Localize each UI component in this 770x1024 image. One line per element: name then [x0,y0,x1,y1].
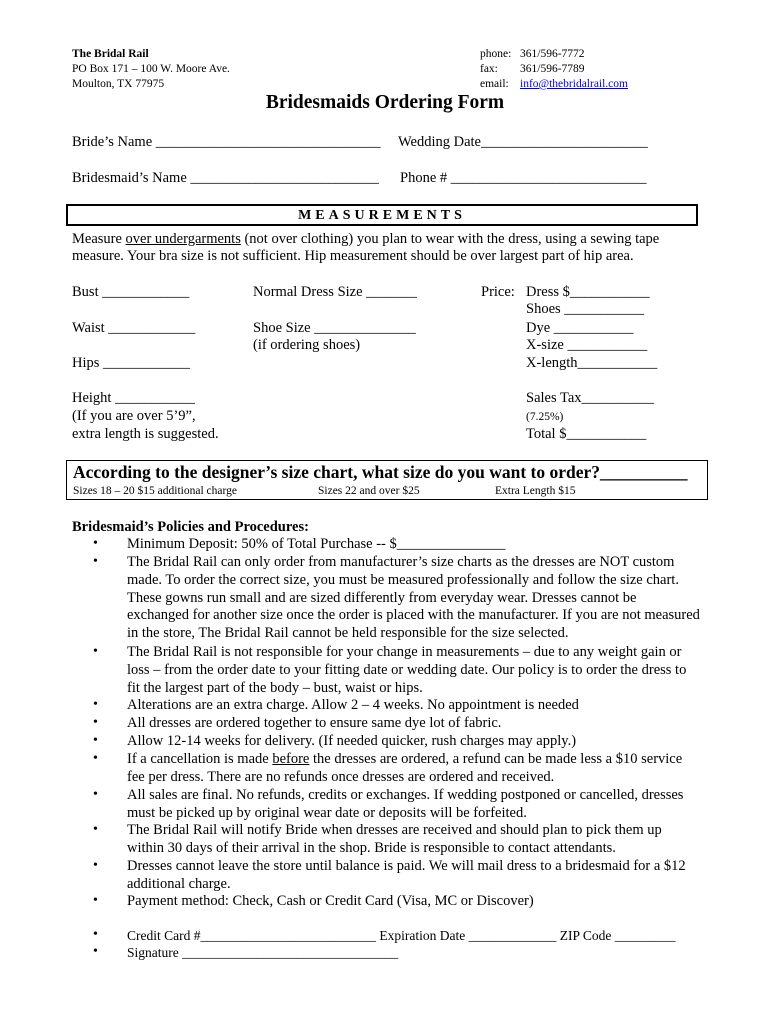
bust-field[interactable]: Bust ____________ [72,284,190,300]
policy-item: Minimum Deposit: 50% of Total Purchase -- $_______________ [127,536,506,552]
dye-price-field[interactable]: Dye ___________ [526,320,634,336]
cancel-underlined: before [272,751,310,767]
store-fax: 361/596-7789 [520,63,585,75]
measure-instructions-line2: measure. Your bra size is not sufficient. Hip measurement should be over largest part of hip area. [72,248,634,264]
address-line-2: Moulton, TX 77975 [72,78,165,90]
bullet-icon: • [93,787,98,802]
policy-item: All sales are final. No refunds, credits or exchanges. If wedding postponed or cancelled, dresses must be picked up by original wear date or deposits will be forfeited. [127,787,684,821]
wedding-date-field[interactable]: Wedding Date_______________________ [398,134,648,150]
bridesmaids-name-field[interactable]: Bridesmaid’s Name __________________________ [72,170,379,186]
cancel-pre: If a cancellation is made [127,751,273,767]
policies-heading: Bridesmaid’s Policies and Procedures: [72,519,309,535]
credit-card-field[interactable]: Credit Card #__________________________ Expiration Date _____________ ZIP Code _________ [127,928,676,943]
form-title: Bridesmaids Ordering Form [265,92,505,113]
store-name: The Bridal Rail [72,48,149,60]
height-note-2: extra length is suggested. [72,426,219,442]
extra-length-charge: Extra Length $15 [495,485,576,497]
shoes-price-field[interactable]: Shoes ___________ [526,301,645,317]
total-field[interactable]: Total $___________ [526,426,647,442]
email-link[interactable]: info@thebridalrail.com [520,78,628,90]
bullet-icon: • [93,536,98,551]
bullet-icon: • [93,858,98,873]
policy-item: The Bridal Rail can only order from manufacturer’s size charts as the dresses are NOT custom made. To order the correct size, you must be measured professionally and follow the size chart. These gowns run small and are sized differently from everyday wear. Dresses cannot be exchanged for another size once the order is placed with the manufacturer. If you are not measured in the store, The Bridal Rail cannot be held responsible for the size selected. [127,554,700,642]
policy-item: Allow 12-14 weeks for delivery. (If needed quicker, rush charges may apply.) [127,733,577,749]
size-question-box [66,460,708,500]
size-18-20-charge: Sizes 18 – 20 $15 additional charge [73,485,237,497]
bullet-icon: • [93,715,98,730]
bullet-icon: • [93,822,98,837]
hips-field[interactable]: Hips ____________ [72,355,191,371]
bullet-icon: • [93,733,98,748]
phone-field[interactable]: Phone # ___________________________ [400,170,647,186]
xlength-price-field[interactable]: X-length___________ [526,355,658,371]
instr-post: (not over clothing) you plan to wear with the dress, using a sewing tape [240,231,660,247]
phone-label: phone: [480,48,512,60]
measure-instructions-line1 [72,230,659,248]
bullet-icon: • [93,644,98,659]
waist-field[interactable]: Waist ____________ [72,320,196,336]
policy-item-cancellation [127,751,702,787]
price-label: Price: [481,284,515,300]
height-note-1: (If you are over 5’9”, [72,408,196,424]
shoe-size-field[interactable]: Shoe Size ______________ [253,320,416,336]
policy-item: Dresses cannot leave the store until balance is paid. We will mail dress to a bridesmaid for a $12 additional charge. [127,858,686,892]
height-field[interactable]: Height ___________ [72,390,195,406]
signature-field[interactable]: Signature ________________________________ [127,945,399,960]
policy-item: The Bridal Rail will notify Bride when dresses are received and should plan to pick them up within 30 days of their arrival in the shop. Bride is responsible to contact attendants. [127,822,662,856]
size-22-charge: Sizes 22 and over $25 [318,485,420,497]
policy-item: Alterations are an extra charge. Allow 2 – 4 weeks. No appointment is needed [127,697,579,713]
bullet-icon: • [93,697,98,712]
address-line-1: PO Box 171 – 100 W. Moore Ave. [72,63,230,75]
policy-item: The Bridal Rail is not responsible for your change in measurements – due to any weight gain or loss – from the order date to your fitting date or wedding date. Our policy is to order the dress to fit the largest part of the body – bust, waist or hips. [127,644,687,696]
policy-item: All dresses are ordered together to ensure same dye lot of fabric. [127,715,502,731]
size-question[interactable]: According to the designer’s size chart, what size do you want to order?__________ [73,462,688,482]
brides-name-field[interactable]: Bride’s Name _______________________________ [72,134,381,150]
bullet-icon: • [93,927,98,942]
policy-item: Payment method: Check, Cash or Credit Card (Visa, MC or Discover) [127,893,534,909]
dress-price-field[interactable]: Dress $___________ [526,284,650,300]
store-phone: 361/596-7772 [520,48,585,60]
instr-underlined: over undergarments [125,231,241,247]
contact-block [480,47,628,92]
tax-rate: (7.25%) [526,411,564,423]
bullet-icon: • [93,554,98,569]
bullet-icon: • [93,944,98,959]
bullet-icon: • [93,751,98,766]
sales-tax-field[interactable]: Sales Tax__________ [526,390,655,406]
measurements-heading: MEASUREMENTS [298,208,466,223]
xsize-price-field[interactable]: X-size ___________ [526,337,648,353]
cancel-post: the dresses are ordered, a refund can be made less a $10 service fee per dress. There are no refunds once dresses are ordered and received. [127,751,683,785]
shoe-note: (if ordering shoes) [253,337,361,353]
store-address-block [72,47,230,92]
email-label: email: [480,78,509,90]
measurements-heading-box [66,204,698,226]
instr-pre: Measure [72,231,126,247]
fax-label: fax: [480,63,498,75]
normal-dress-size-field[interactable]: Normal Dress Size _______ [253,284,417,300]
bullet-icon: • [93,893,98,908]
